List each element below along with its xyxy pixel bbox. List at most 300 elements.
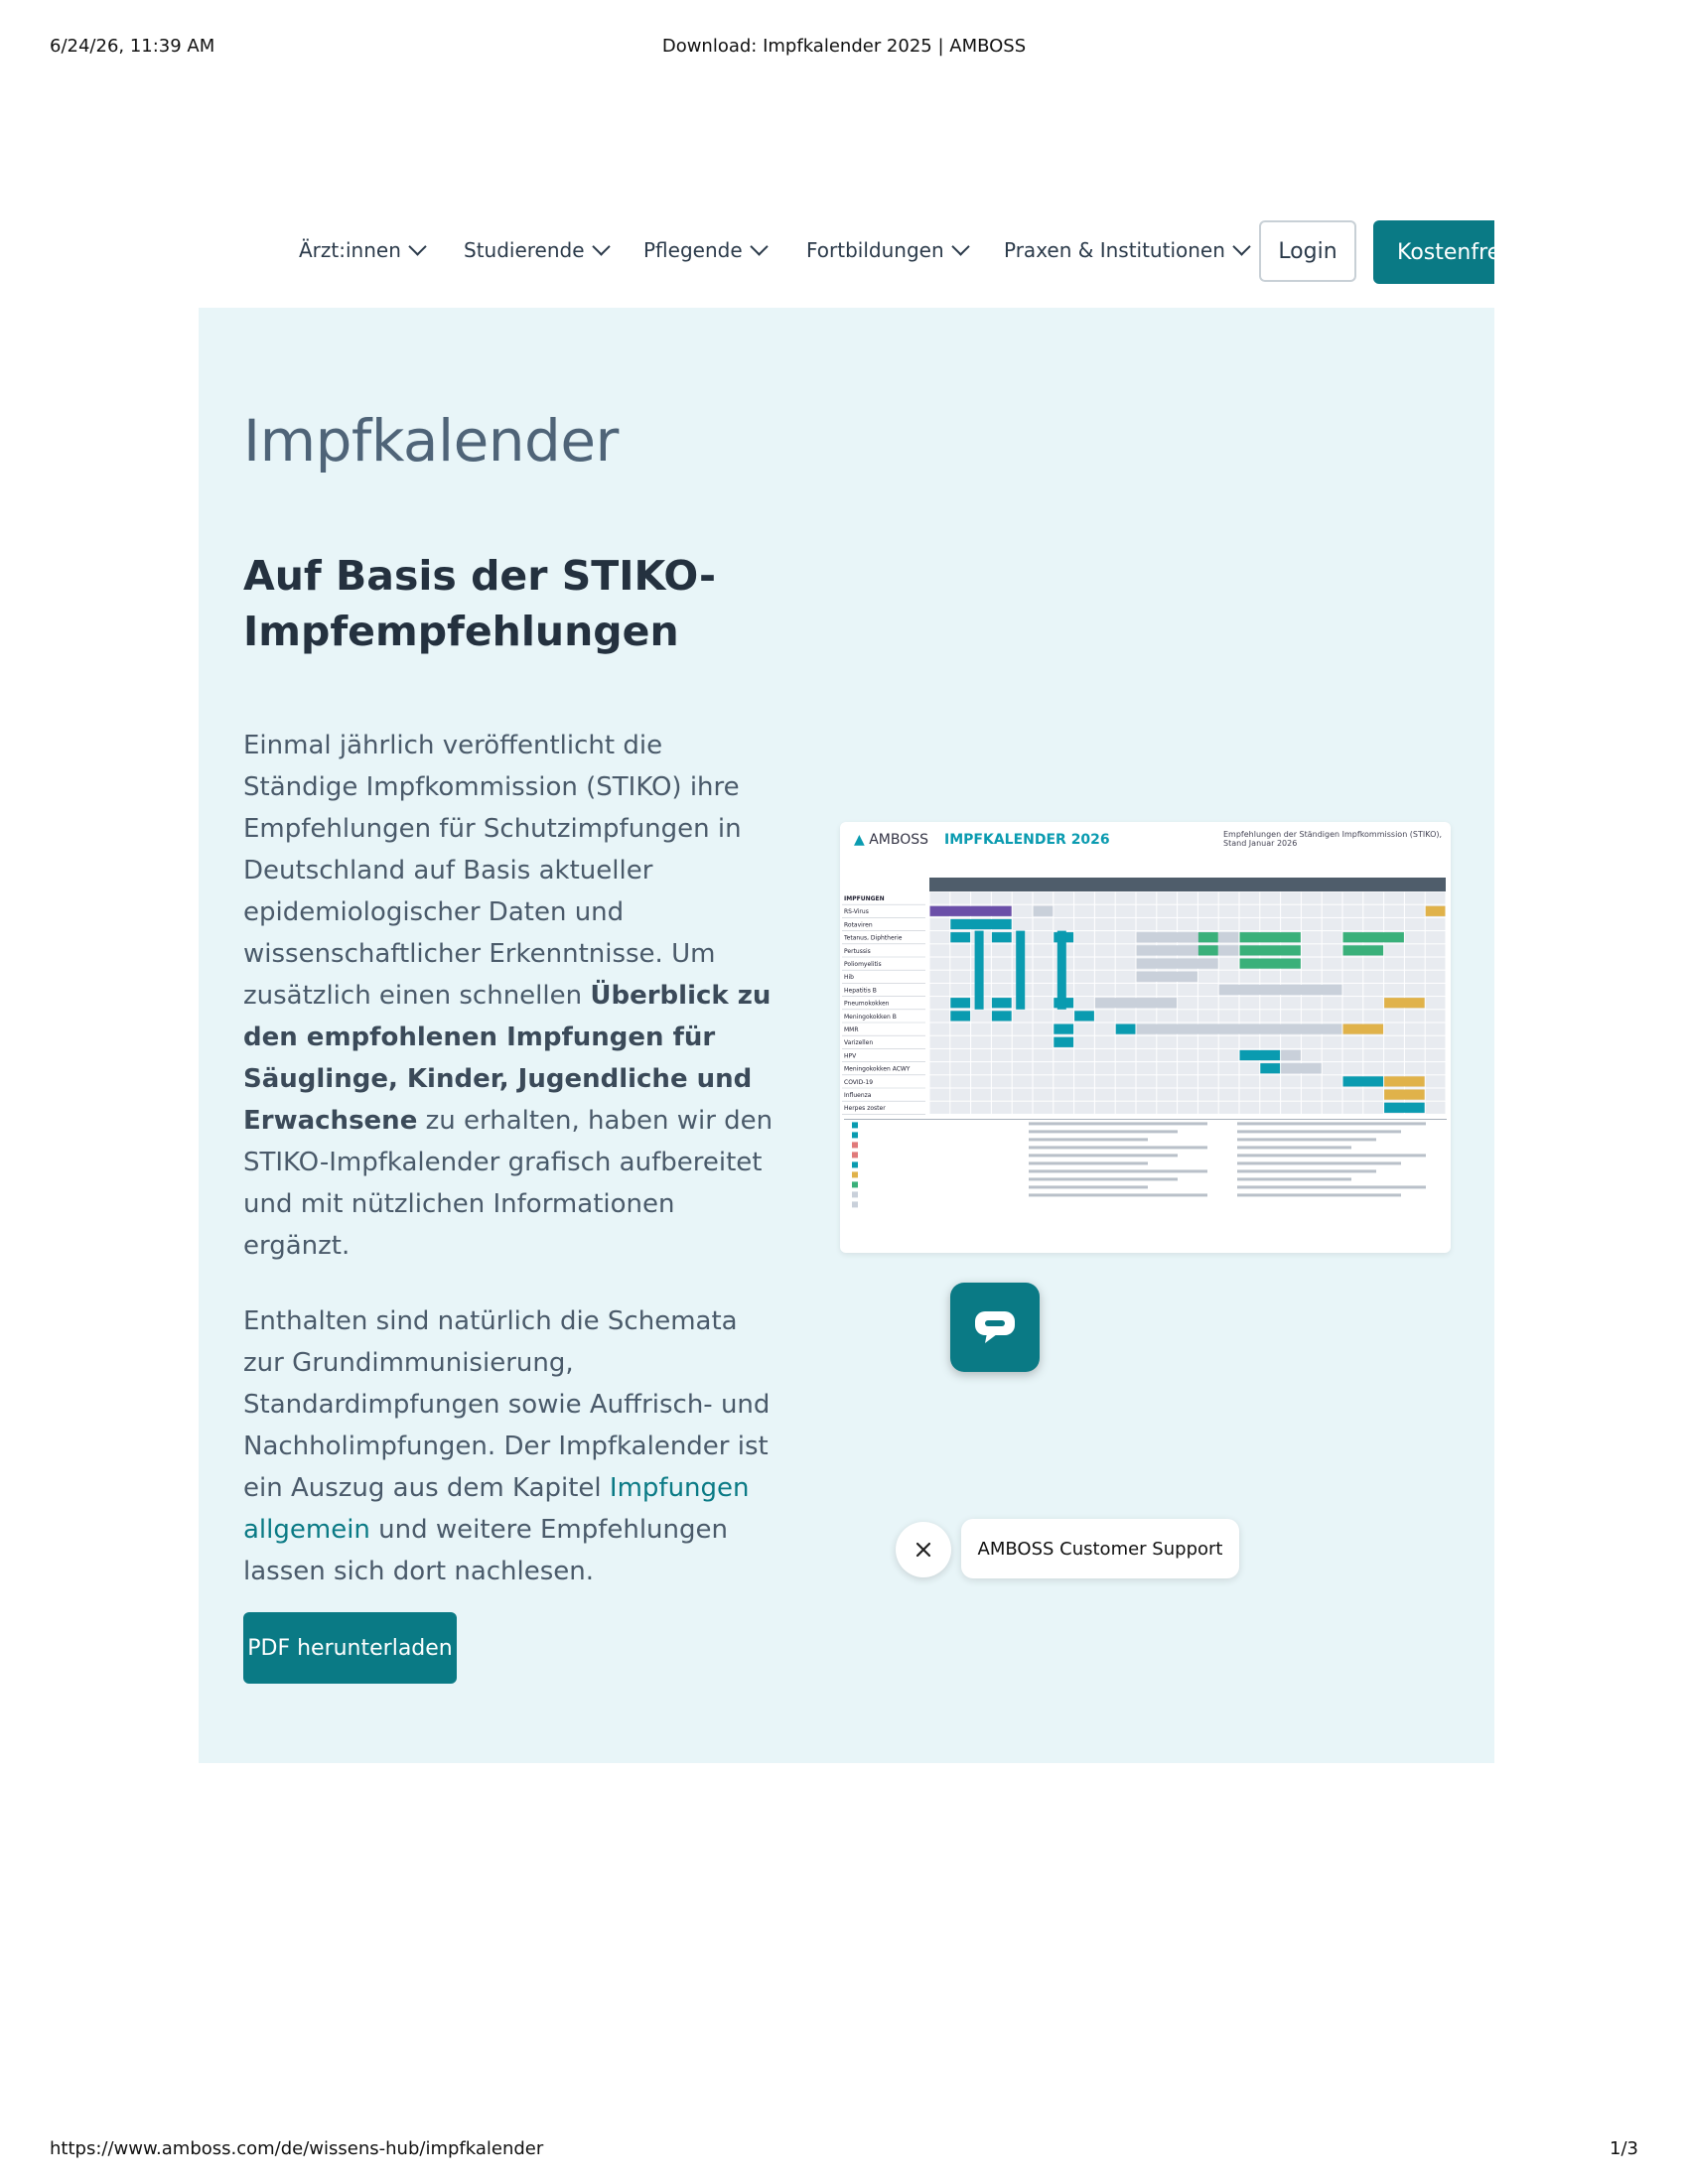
calendar-row-label: Pertussis bbox=[844, 947, 871, 955]
print-datetime: 6/24/26, 11:39 AM bbox=[50, 36, 215, 57]
calendar-cell bbox=[1363, 1102, 1383, 1114]
calendar-cell bbox=[1157, 1049, 1177, 1061]
calendar-cell bbox=[1074, 971, 1094, 983]
calendar-cell bbox=[1260, 1010, 1280, 1022]
calendar-cell bbox=[971, 1062, 991, 1074]
calendar-cell bbox=[1323, 971, 1342, 983]
calendar-cell bbox=[1137, 892, 1157, 904]
calendar-cell bbox=[1178, 1036, 1197, 1048]
calendar-schedule-bar bbox=[1240, 945, 1301, 955]
calendar-cell bbox=[1260, 1036, 1280, 1048]
calendar-cell bbox=[1137, 1010, 1157, 1022]
calendar-cell bbox=[1034, 918, 1054, 930]
calendar-cell bbox=[1198, 1049, 1218, 1061]
calendar-cell bbox=[1034, 1049, 1054, 1061]
nav-item-label: Pflegende bbox=[643, 238, 743, 262]
chat-close-button[interactable] bbox=[896, 1522, 951, 1577]
calendar-cell bbox=[1034, 1089, 1054, 1101]
calendar-cell bbox=[950, 958, 970, 970]
calendar-cell bbox=[1054, 918, 1073, 930]
calendar-schedule-bar bbox=[1343, 932, 1404, 942]
impfungen-allgemein-link[interactable]: Impfungen allgemein bbox=[243, 1473, 750, 1545]
calendar-cell bbox=[1363, 905, 1383, 917]
calendar-cell bbox=[1260, 1075, 1280, 1087]
calendar-cell bbox=[1054, 892, 1073, 904]
calendar-row-label: Poliomyelitis bbox=[844, 961, 882, 968]
calendar-cell bbox=[992, 971, 1012, 983]
calendar-cell bbox=[1074, 1062, 1094, 1074]
calendar-cell bbox=[1034, 944, 1054, 956]
calendar-footnote-line bbox=[1029, 1185, 1148, 1188]
calendar-cell bbox=[1281, 918, 1301, 930]
calendar-cell bbox=[1074, 1102, 1094, 1114]
calendar-cell bbox=[1426, 931, 1446, 943]
calendar-cell bbox=[1405, 931, 1425, 943]
calendar-cell bbox=[1426, 958, 1446, 970]
calendar-cell bbox=[1363, 892, 1383, 904]
nav-item-aerztinnen[interactable] bbox=[299, 238, 424, 262]
close-icon bbox=[914, 1541, 932, 1559]
calendar-cell bbox=[1281, 971, 1301, 983]
calendar-cell bbox=[1426, 971, 1446, 983]
calendar-cell bbox=[1157, 1089, 1177, 1101]
login-button[interactable]: Login bbox=[1259, 220, 1356, 282]
calendar-cell bbox=[1260, 1102, 1280, 1114]
calendar-cell bbox=[1302, 997, 1322, 1009]
calendar-schedule-bar bbox=[1384, 1076, 1425, 1086]
calendar-cell bbox=[1095, 892, 1115, 904]
calendar-cell bbox=[1426, 984, 1446, 996]
calendar-footnote-line bbox=[1237, 1169, 1376, 1172]
calendar-footnote-line bbox=[1237, 1154, 1426, 1157]
calendar-cell bbox=[1405, 984, 1425, 996]
calendar-schedule-bar bbox=[1074, 1011, 1094, 1021]
calendar-schedule-bar bbox=[1137, 959, 1218, 969]
calendar-cell bbox=[1095, 1049, 1115, 1061]
calendar-footnote-line bbox=[1029, 1122, 1207, 1125]
calendar-schedule-bar bbox=[1054, 1024, 1073, 1034]
calendar-schedule-bar bbox=[992, 1011, 1012, 1021]
calendar-cell bbox=[1405, 918, 1425, 930]
calendar-cell bbox=[1137, 1062, 1157, 1074]
calendar-cell bbox=[1302, 1102, 1322, 1114]
calendar-schedule-bar bbox=[992, 932, 1012, 942]
calendar-cell bbox=[971, 892, 991, 904]
nav-item-studierende[interactable] bbox=[464, 238, 608, 262]
calendar-schedule-bar bbox=[1281, 1050, 1301, 1060]
chat-bubble-icon bbox=[973, 1307, 1017, 1347]
calendar-cell bbox=[1219, 905, 1239, 917]
calendar-cell bbox=[1323, 931, 1342, 943]
calendar-cell bbox=[1323, 1049, 1342, 1061]
calendar-cell bbox=[1323, 1089, 1342, 1101]
calendar-cell bbox=[1178, 1075, 1197, 1087]
calendar-row-label: Varizellen bbox=[844, 1039, 874, 1047]
calendar-row-label: COVID-19 bbox=[844, 1078, 874, 1086]
calendar-cell bbox=[1323, 1062, 1342, 1074]
calendar-cell bbox=[1074, 997, 1094, 1009]
calendar-cell bbox=[1116, 984, 1136, 996]
calendar-cell bbox=[1219, 1075, 1239, 1087]
calendar-cell bbox=[930, 944, 950, 956]
calendar-cell bbox=[1426, 892, 1446, 904]
calendar-cell bbox=[1302, 1010, 1322, 1022]
calendar-footnote-line bbox=[1237, 1138, 1376, 1141]
calendar-cell bbox=[1034, 971, 1054, 983]
calendar-cell bbox=[950, 1062, 970, 1074]
calendar-cell bbox=[950, 892, 970, 904]
calendar-schedule-bar bbox=[1198, 932, 1218, 942]
calendar-cell bbox=[992, 1062, 1012, 1074]
calendar-cell bbox=[1157, 918, 1177, 930]
calendar-cell bbox=[930, 1102, 950, 1114]
calendar-cell bbox=[1426, 1075, 1446, 1087]
calendar-cell bbox=[1240, 892, 1260, 904]
calendar-cell bbox=[1116, 1036, 1136, 1048]
calendar-schedule-bar bbox=[1137, 972, 1197, 982]
calendar-cell bbox=[1054, 1010, 1073, 1022]
calendar-cell bbox=[1260, 918, 1280, 930]
calendar-cell bbox=[1240, 905, 1260, 917]
calendar-cell bbox=[1137, 984, 1157, 996]
calendar-cell bbox=[1302, 1049, 1322, 1061]
calendar-cell bbox=[1157, 905, 1177, 917]
print-page-number: 1/3 bbox=[1610, 2138, 1638, 2159]
calendar-schedule-bar bbox=[1137, 1024, 1342, 1034]
calendar-cell bbox=[1281, 892, 1301, 904]
calendar-cell bbox=[1260, 971, 1280, 983]
calendar-title: IMPFKALENDER 2026 bbox=[944, 832, 1110, 848]
calendar-cell bbox=[1116, 958, 1136, 970]
calendar-cell bbox=[1178, 997, 1197, 1009]
calendar-cell bbox=[1013, 905, 1033, 917]
calendar-row-label: Hib bbox=[844, 974, 854, 982]
calendar-cell bbox=[1240, 1102, 1260, 1114]
calendar-cell bbox=[1034, 1024, 1054, 1035]
calendar-cell bbox=[950, 1089, 970, 1101]
calendar-legend-swatch bbox=[852, 1142, 858, 1148]
calendar-schedule-bar bbox=[1240, 959, 1301, 969]
calendar-cell bbox=[1157, 1102, 1177, 1114]
calendar-cell bbox=[1302, 944, 1322, 956]
calendar-cell bbox=[1240, 1036, 1260, 1048]
calendar-cell bbox=[1219, 997, 1239, 1009]
calendar-cell bbox=[1157, 1062, 1177, 1074]
calendar-schedule-bar bbox=[1116, 1024, 1136, 1034]
calendar-cell bbox=[1323, 997, 1342, 1009]
chat-support-label[interactable]: AMBOSS Customer Support bbox=[961, 1519, 1239, 1578]
calendar-cell bbox=[1116, 1062, 1136, 1074]
calendar-cell bbox=[1405, 1010, 1425, 1022]
calendar-cell bbox=[1302, 918, 1322, 930]
calendar-cell bbox=[992, 984, 1012, 996]
calendar-row-label: Meningokokken B bbox=[844, 1013, 897, 1021]
calendar-cell bbox=[992, 1102, 1012, 1114]
nav-item-pflegende[interactable] bbox=[643, 238, 766, 262]
calendar-cell bbox=[1095, 958, 1115, 970]
calendar-cell bbox=[1013, 918, 1033, 930]
calendar-cell bbox=[1013, 1102, 1033, 1114]
calendar-cell bbox=[1240, 1075, 1260, 1087]
amboss-logo-text: AMBOSS bbox=[869, 832, 929, 848]
print-url: https://www.amboss.com/de/wissens-hub/impfkalender bbox=[50, 2138, 544, 2159]
calendar-cell bbox=[1095, 1010, 1115, 1022]
chevron-down-icon bbox=[1232, 237, 1250, 255]
calendar-cell bbox=[1426, 918, 1446, 930]
calendar-cell bbox=[1157, 1010, 1177, 1022]
calendar-cell bbox=[971, 1010, 991, 1022]
calendar-cell bbox=[930, 1089, 950, 1101]
calendar-cell bbox=[1363, 958, 1383, 970]
calendar-cell bbox=[1426, 1102, 1446, 1114]
calendar-cell bbox=[1343, 958, 1363, 970]
calendar-cell bbox=[1095, 918, 1115, 930]
calendar-footnote-line bbox=[1237, 1130, 1401, 1133]
calendar-legend-swatch bbox=[852, 1161, 858, 1167]
calendar-cell bbox=[1302, 971, 1322, 983]
calendar-cell bbox=[930, 1062, 950, 1074]
calendar-schedule-bar bbox=[950, 932, 970, 942]
calendar-cell bbox=[1384, 944, 1404, 956]
pdf-download-button[interactable]: PDF herunterladen bbox=[243, 1612, 457, 1684]
calendar-cell bbox=[1116, 918, 1136, 930]
nav-item-fortbildungen[interactable] bbox=[806, 238, 967, 262]
calendar-schedule-bar bbox=[1281, 1063, 1322, 1073]
calendar-cell bbox=[930, 1075, 950, 1087]
calendar-cell bbox=[1219, 1010, 1239, 1022]
calendar-cell bbox=[1034, 1062, 1054, 1074]
calendar-schedule-bar bbox=[950, 1011, 970, 1021]
calendar-footnote-line bbox=[1029, 1138, 1148, 1141]
calendar-cell bbox=[1343, 997, 1363, 1009]
calendar-schedule-bar bbox=[1260, 1063, 1280, 1073]
calendar-cell bbox=[1074, 958, 1094, 970]
calendar-cell bbox=[1363, 997, 1383, 1009]
calendar-cell bbox=[1363, 1062, 1383, 1074]
calendar-cell bbox=[1198, 971, 1218, 983]
calendar-cell bbox=[1281, 997, 1301, 1009]
calendar-cell bbox=[1137, 1075, 1157, 1087]
signup-button[interactable]: Kostenfrei bbox=[1373, 220, 1494, 284]
calendar-cell bbox=[1054, 1075, 1073, 1087]
calendar-cell bbox=[1034, 984, 1054, 996]
calendar-cell bbox=[1095, 971, 1115, 983]
calendar-cell bbox=[1137, 905, 1157, 917]
calendar-cell bbox=[1323, 1102, 1342, 1114]
calendar-cell bbox=[1074, 944, 1094, 956]
calendar-row-label: MMR bbox=[844, 1026, 859, 1033]
calendar-cell bbox=[1054, 1102, 1073, 1114]
calendar-cell bbox=[1240, 1010, 1260, 1022]
calendar-cell bbox=[1157, 1036, 1177, 1048]
calendar-legend-swatch bbox=[852, 1171, 858, 1177]
calendar-cell bbox=[950, 971, 970, 983]
calendar-row-label: Influenza bbox=[844, 1092, 872, 1099]
calendar-cell bbox=[1198, 1036, 1218, 1048]
calendar-cell bbox=[1384, 1062, 1404, 1074]
content-paragraph bbox=[243, 1300, 779, 1592]
calendar-cell bbox=[1405, 905, 1425, 917]
calendar-cell bbox=[1219, 1062, 1239, 1074]
calendar-cell bbox=[971, 1049, 991, 1061]
calendar-cell bbox=[1116, 892, 1136, 904]
calendar-cell bbox=[1343, 1036, 1363, 1048]
calendar-cell bbox=[1157, 984, 1177, 996]
calendar-cell bbox=[1426, 1036, 1446, 1048]
page-title: Impfkalender bbox=[243, 407, 619, 475]
calendar-cell bbox=[1323, 1036, 1342, 1048]
calendar-cell bbox=[1198, 997, 1218, 1009]
calendar-cell bbox=[1281, 1010, 1301, 1022]
calendar-cell bbox=[1426, 944, 1446, 956]
calendar-cell bbox=[1178, 1089, 1197, 1101]
calendar-cell bbox=[1281, 905, 1301, 917]
calendar-cell bbox=[1095, 1075, 1115, 1087]
calendar-cell bbox=[971, 1075, 991, 1087]
calendar-row-label: Herpes zoster bbox=[844, 1105, 886, 1113]
calendar-cell bbox=[1198, 918, 1218, 930]
calendar-cell bbox=[1034, 1036, 1054, 1048]
calendar-cell bbox=[1343, 892, 1363, 904]
calendar-schedule-bar bbox=[1343, 1024, 1384, 1034]
calendar-cell bbox=[1363, 1089, 1383, 1101]
calendar-footnote-line bbox=[1029, 1130, 1178, 1133]
calendar-cell bbox=[1116, 1102, 1136, 1114]
calendar-cell bbox=[1198, 1062, 1218, 1074]
calendar-cell bbox=[1198, 984, 1218, 996]
calendar-cell bbox=[1426, 1089, 1446, 1101]
chevron-down-icon bbox=[951, 237, 969, 255]
calendar-cell bbox=[1074, 1075, 1094, 1087]
calendar-cell bbox=[1405, 958, 1425, 970]
calendar-footnote-line bbox=[1029, 1169, 1207, 1172]
calendar-cell bbox=[992, 1075, 1012, 1087]
calendar-cell bbox=[1178, 984, 1197, 996]
calendar-cell bbox=[1343, 1102, 1363, 1114]
calendar-cell bbox=[1302, 892, 1322, 904]
calendar-row-label: Meningokokken ACWY bbox=[844, 1065, 911, 1073]
calendar-legend-swatch bbox=[852, 1132, 858, 1138]
calendar-cell bbox=[1219, 958, 1239, 970]
calendar-cell bbox=[930, 971, 950, 983]
nav-item-label: Praxen & Institutionen bbox=[1004, 238, 1225, 262]
calendar-cell bbox=[1034, 997, 1054, 1009]
calendar-cell bbox=[992, 958, 1012, 970]
calendar-cell bbox=[1302, 931, 1322, 943]
calendar-cell bbox=[1405, 1024, 1425, 1035]
calendar-cell bbox=[1013, 1089, 1033, 1101]
calendar-cell bbox=[1426, 1062, 1446, 1074]
calendar-cell bbox=[992, 1049, 1012, 1061]
calendar-age-header bbox=[929, 878, 1446, 891]
calendar-schedule-bar bbox=[1343, 945, 1384, 955]
calendar-cell bbox=[1323, 1075, 1342, 1087]
calendar-footnote-line bbox=[1029, 1154, 1178, 1157]
calendar-cell bbox=[1178, 1102, 1197, 1114]
calendar-cell bbox=[1178, 1049, 1197, 1061]
calendar-cell bbox=[1178, 1010, 1197, 1022]
calendar-cell bbox=[1198, 1075, 1218, 1087]
calendar-cell bbox=[950, 1075, 970, 1087]
calendar-cell bbox=[1384, 1036, 1404, 1048]
calendar-footnote-line bbox=[1237, 1177, 1351, 1180]
calendar-cell bbox=[1405, 944, 1425, 956]
calendar-cell bbox=[1405, 892, 1425, 904]
calendar-cell bbox=[1116, 931, 1136, 943]
calendar-cell bbox=[950, 1036, 970, 1048]
calendar-cell bbox=[950, 984, 970, 996]
calendar-schedule-bar bbox=[1384, 998, 1425, 1008]
calendar-cell bbox=[1074, 892, 1094, 904]
calendar-schedule-bar bbox=[1426, 906, 1446, 916]
calendar-cell bbox=[1384, 905, 1404, 917]
calendar-cell bbox=[930, 958, 950, 970]
calendar-cell bbox=[1260, 905, 1280, 917]
calendar-legend-swatch bbox=[852, 1201, 858, 1207]
calendar-vertical-bar bbox=[1057, 931, 1066, 1010]
chat-open-button[interactable] bbox=[950, 1283, 1040, 1372]
calendar-cell bbox=[930, 1010, 950, 1022]
calendar-cell bbox=[930, 1024, 950, 1035]
calendar-schedule-bar bbox=[1034, 906, 1054, 916]
calendar-cell bbox=[1219, 971, 1239, 983]
calendar-cell bbox=[1013, 1062, 1033, 1074]
calendar-cell bbox=[1384, 984, 1404, 996]
calendar-row-label: IMPFUNGEN bbox=[844, 895, 885, 902]
calendar-cell bbox=[1405, 971, 1425, 983]
calendar-cell bbox=[930, 931, 950, 943]
calendar-cell bbox=[1219, 1089, 1239, 1101]
calendar-cell bbox=[1054, 905, 1073, 917]
calendar-cell bbox=[1426, 1024, 1446, 1035]
nav-item-praxen[interactable] bbox=[1004, 238, 1248, 262]
calendar-cell bbox=[1426, 1049, 1446, 1061]
calendar-cell bbox=[1074, 984, 1094, 996]
calendar-cell bbox=[1013, 1010, 1033, 1022]
calendar-cell bbox=[1013, 1036, 1033, 1048]
calendar-cell bbox=[1095, 1102, 1115, 1114]
calendar-cell bbox=[1343, 984, 1363, 996]
calendar-schedule-bar bbox=[930, 906, 1012, 916]
top-nav bbox=[0, 220, 1507, 286]
chevron-down-icon bbox=[592, 237, 610, 255]
calendar-cell bbox=[992, 1036, 1012, 1048]
calendar-cell bbox=[1116, 1010, 1136, 1022]
calendar-cell bbox=[1074, 931, 1094, 943]
calendar-footnote-line bbox=[1029, 1161, 1148, 1164]
calendar-cell bbox=[1198, 892, 1218, 904]
calendar-footnote-line bbox=[1237, 1146, 1351, 1149]
calendar-cell bbox=[1095, 1036, 1115, 1048]
calendar-footnote-line bbox=[1029, 1146, 1207, 1149]
calendar-cell bbox=[1116, 1089, 1136, 1101]
calendar-cell bbox=[1281, 1075, 1301, 1087]
calendar-cell bbox=[930, 918, 950, 930]
calendar-cell bbox=[1363, 918, 1383, 930]
calendar-cell bbox=[1219, 1102, 1239, 1114]
calendar-cell bbox=[1302, 1075, 1322, 1087]
calendar-cell bbox=[1074, 905, 1094, 917]
calendar-schedule-bar bbox=[1219, 985, 1342, 995]
intro-text-end: zu erhalten, haben wir den STIKO-Impfkalender grafisch aufbereitet und mit nützlichen Informationen ergänzt. bbox=[243, 1106, 774, 1261]
calendar-cell bbox=[1260, 1089, 1280, 1101]
intro-paragraph bbox=[243, 725, 779, 1267]
calendar-cell bbox=[1405, 1036, 1425, 1048]
calendar-footnote-line bbox=[1237, 1193, 1401, 1196]
calendar-cell bbox=[1013, 892, 1033, 904]
calendar-grid-graphic bbox=[840, 822, 1451, 1253]
calendar-cell bbox=[1116, 1049, 1136, 1061]
